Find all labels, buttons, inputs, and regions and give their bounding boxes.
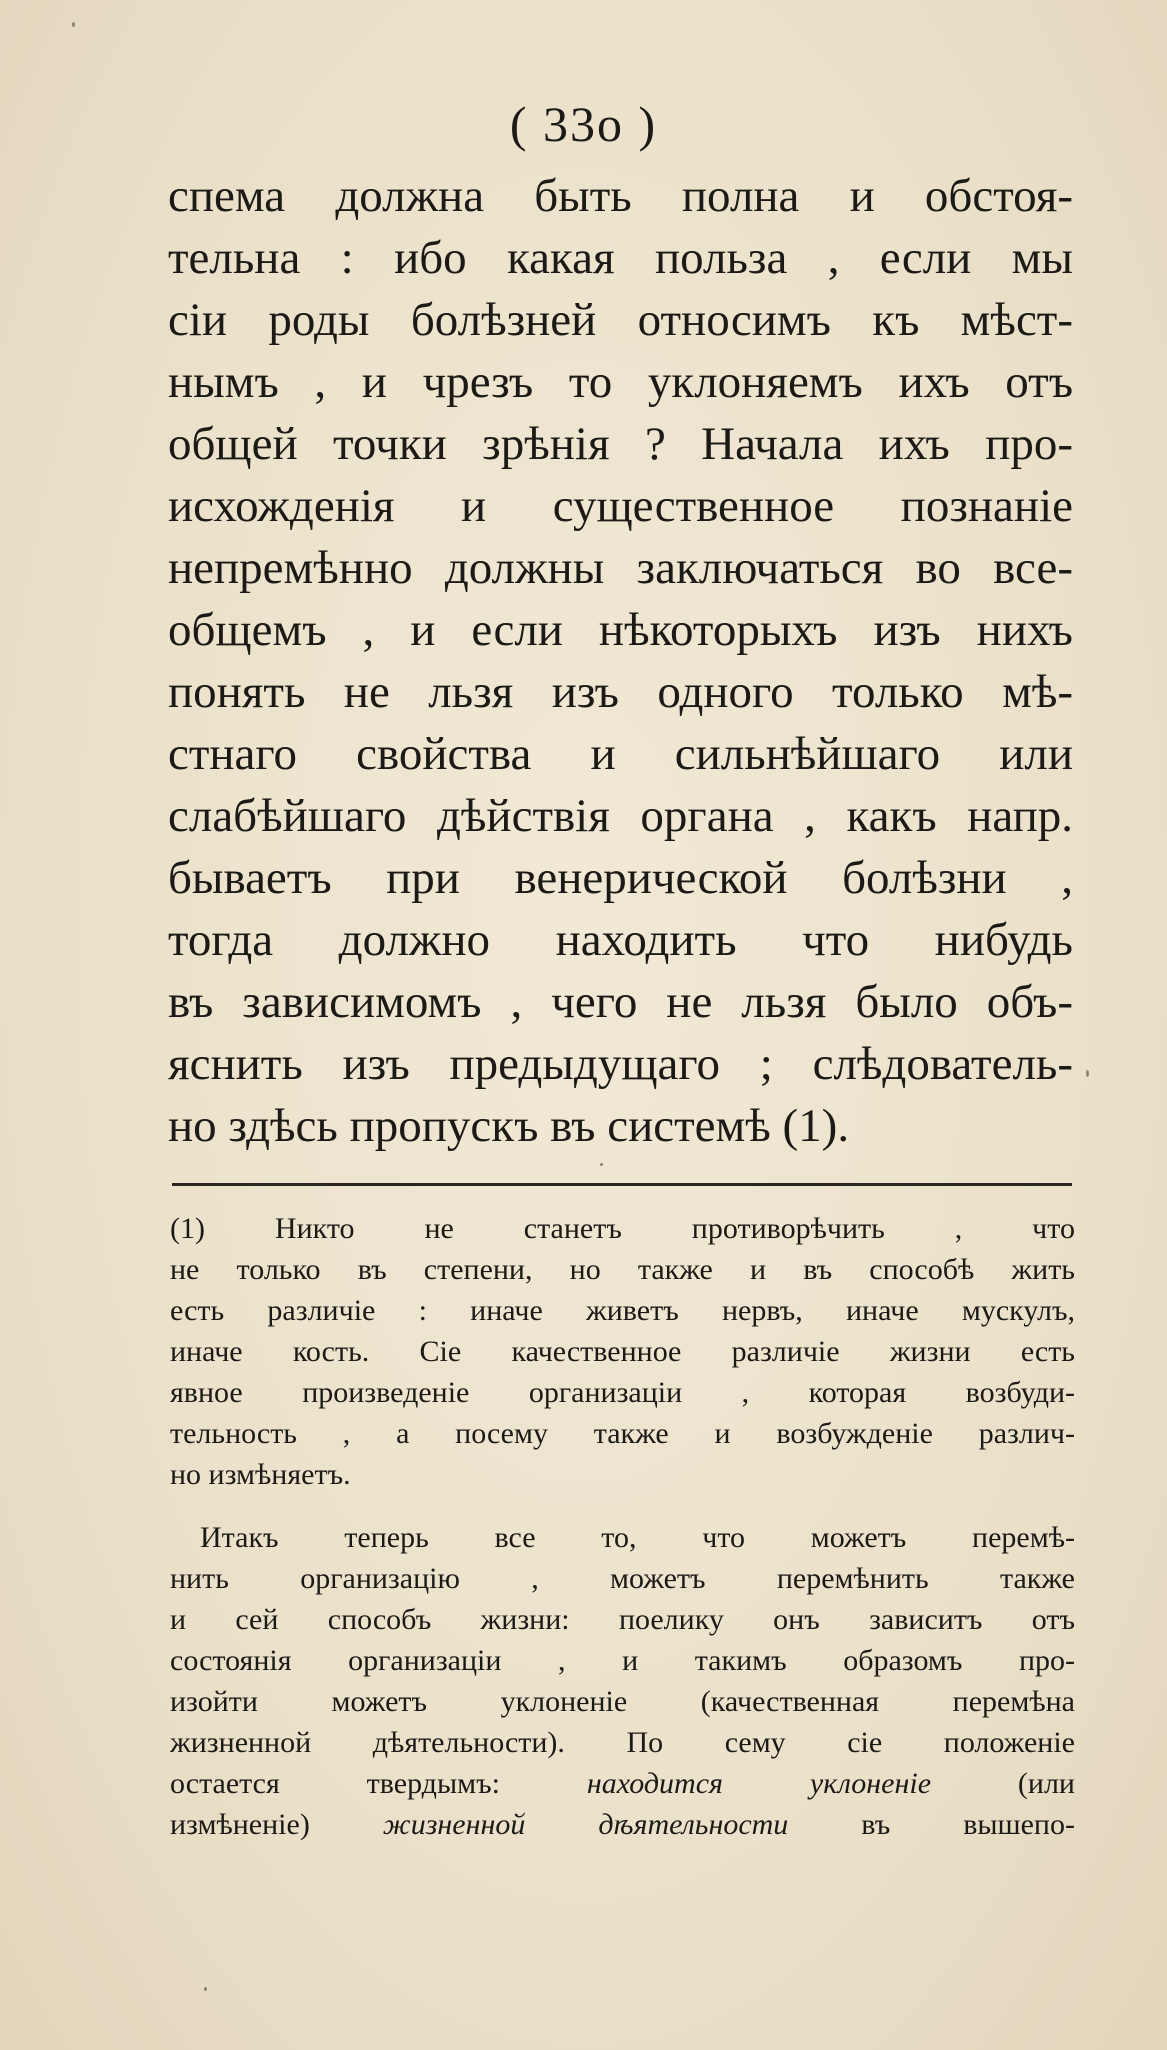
footnote-text: остается твердымъ: [170, 1767, 587, 1800]
footnote-text: измѣненіе) [170, 1808, 383, 1841]
footnote-italic-text: жизненной дѣятельности [382, 1808, 789, 1841]
text-line: тогда должно находить что нибудь [168, 914, 1073, 966]
footnote-line: Итакъ теперь все то, что можетъ перемѣ- [200, 1521, 1075, 1554]
footnote-line: иначе кость. Сіе качественное различіе жизни есть [170, 1335, 1075, 1368]
main-text-block [168, 165, 1073, 1157]
text-line: нымъ , и чрезъ то уклоняемъ ихъ отъ [168, 356, 1073, 408]
text-line: общемъ , и если нѣкоторыхъ изъ нихъ [168, 604, 1073, 656]
print-speck [72, 22, 75, 27]
footnote-block [170, 1208, 1075, 1845]
text-line: сіи роды болѣзней относимъ къ мѣст- [168, 294, 1073, 346]
footnote-line: не только въ степени, но также и въ способѣ жить [170, 1253, 1075, 1286]
footnote-line [170, 1804, 1075, 1845]
text-line: слабѣйшаго дѣйствія органа , какъ напр. [168, 790, 1073, 842]
text-line: исхожденія и существенное познаніе [168, 480, 1073, 532]
text-line: въ зависимомъ , чего не льзя было объ- [168, 976, 1073, 1028]
footnote-line [170, 1763, 1075, 1804]
print-speck [204, 1987, 207, 1991]
footnote-italic-text: находится уклоненіе [586, 1767, 932, 1800]
footnote-line: (1) Никто не станетъ противорѣчить , что [170, 1212, 1075, 1245]
text-line: понять не льзя изъ одного только мѣ- [168, 666, 1073, 718]
page-number: ( 33o ) [509, 96, 658, 152]
text-line: непремѣнно должны заключаться во все- [168, 542, 1073, 594]
text-line: спема должна быть полна и обстоя- [168, 170, 1073, 222]
text-line: стнаго свойства и сильнѣйшаго или [168, 728, 1073, 780]
footnote-line: изойти можетъ уклоненіе (качественная перемѣна [170, 1685, 1075, 1718]
print-speck [600, 1163, 603, 1166]
text-line: тельна : ибо какая польза , если мы [168, 232, 1073, 284]
footnote-divider [172, 1183, 1072, 1186]
text-line: но здѣсь пропускъ въ системѣ (1). [168, 1100, 850, 1152]
footnote-text: въ вышепо- [788, 1808, 1075, 1841]
footnote-line: но измѣняетъ. [170, 1458, 351, 1491]
footnote-text: (или [931, 1767, 1075, 1800]
text-line: общей точки зрѣнія ? Начала ихъ про- [168, 418, 1073, 470]
text-line: бываетъ при венерической болѣзни , [168, 852, 1073, 904]
footnote-line: явное произведеніе организаціи , которая возбуди- [170, 1376, 1075, 1409]
footnote-line: жизненной дѣятельности). По сему сіе положеніе [170, 1726, 1075, 1759]
print-speck [1086, 1070, 1089, 1077]
text-line: яснить изъ предыдущаго ; слѣдователь- [168, 1038, 1073, 1090]
paragraph-gap [170, 1495, 1075, 1517]
footnote-line: состоянія организаціи , и такимъ образомъ про- [170, 1644, 1075, 1677]
footnote-line: нить организацію , можетъ перемѣнить также [170, 1562, 1075, 1595]
footnote-line: тельность , а посему также и возбужденіе различ- [170, 1417, 1075, 1450]
footnote-line: есть различіе : иначе живетъ нервъ, иначе мускулъ, [170, 1294, 1075, 1327]
footnote-line: и сей способъ жизни: поелику онъ зависитъ отъ [170, 1603, 1075, 1636]
